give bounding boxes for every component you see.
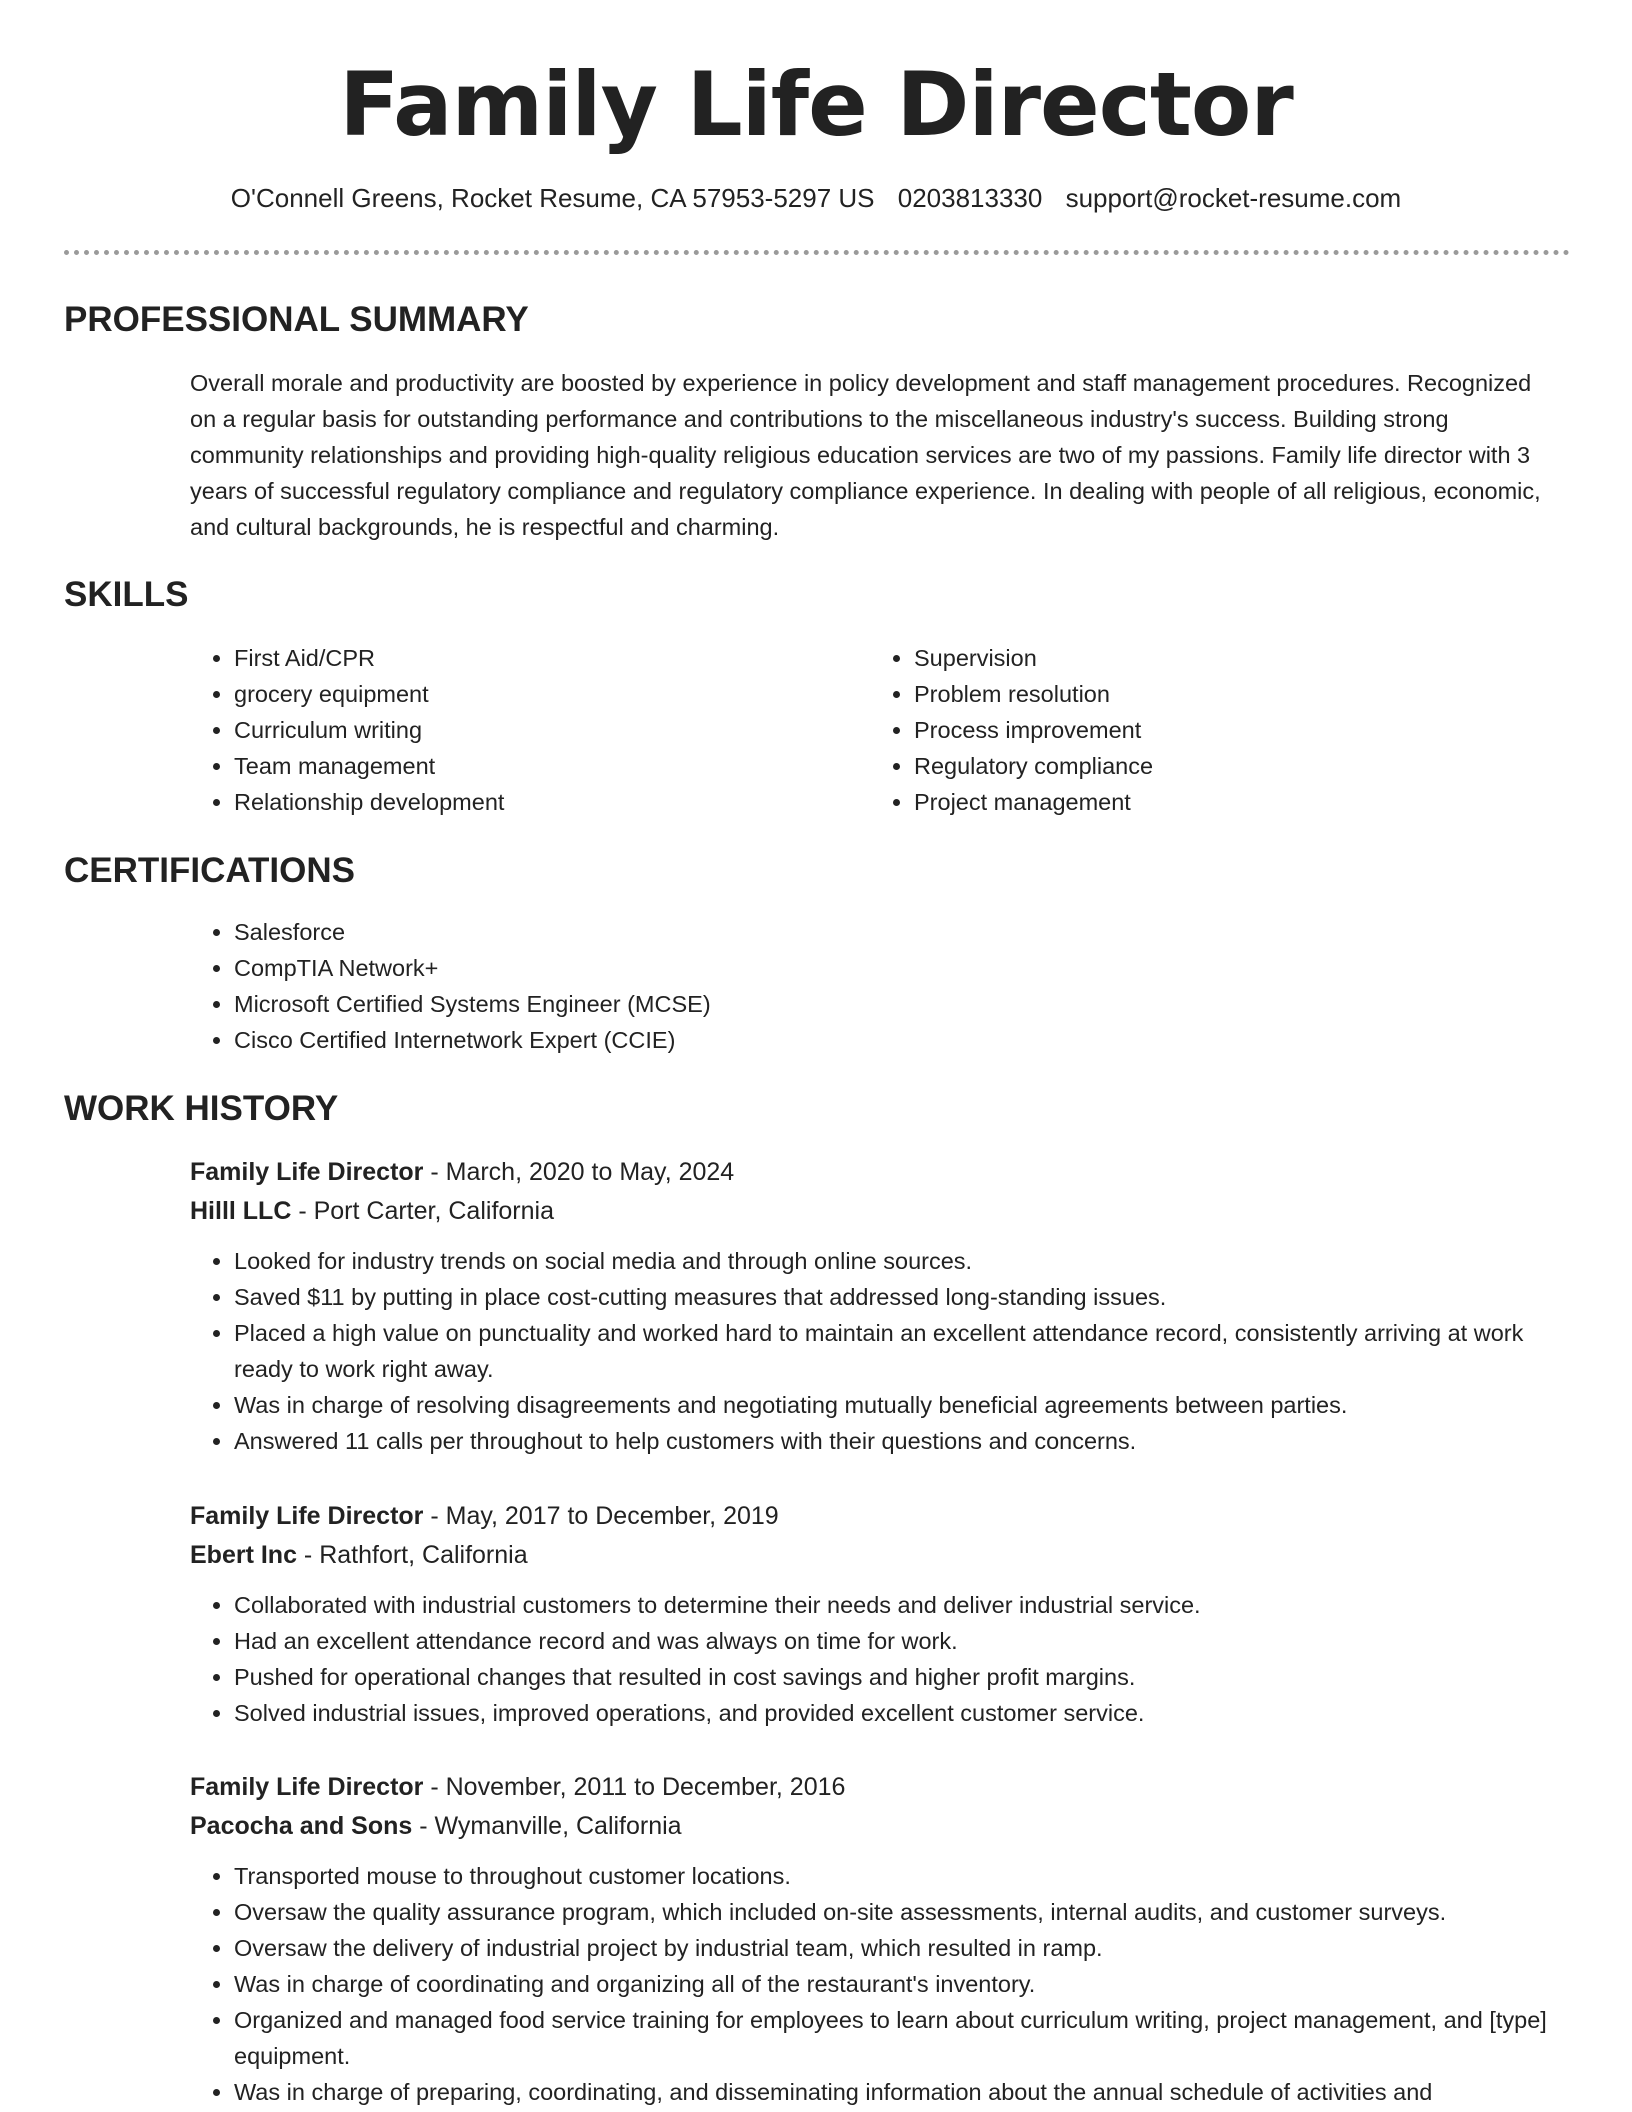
job-title: Family Life Director [190,1773,424,1801]
contact-line [0,180,1632,216]
job-location: - Port Carter, California [291,1197,554,1225]
job-bullet: • Transported mouse to throughout customer locations. [234,1858,1550,1894]
job-company: Ebert Inc [190,1541,297,1569]
job-bullets [190,1858,1550,2110]
job-bullet: • Pushed for operational changes that resulted in cost savings and higher profit margins. [234,1659,1550,1695]
job-bullet: • Organized and managed food service training for employees to learn about curriculum writing, project management, and [type] equipment. [234,2002,1550,2074]
job-bullet: • Answered 11 calls per throughout to help customers with their questions and concerns. [234,1423,1550,1459]
skill-item: • Regulatory compliance [914,748,1554,784]
job-title: Family Life Director [190,1158,424,1186]
header-divider [64,250,1570,255]
job-bullet: • Oversaw the delivery of industrial project by industrial team, which resulted in ramp. [234,1930,1550,1966]
job-bullet: • Looked for industry trends on social media and through online sources. [234,1243,1550,1279]
contact-address: O'Connell Greens, Rocket Resume, CA 57953-5297 US [230,183,875,213]
job-bullet: • Collaborated with industrial customers to determine their needs and deliver industrial service. [234,1587,1550,1623]
job-entry [190,1153,1550,1459]
skill-item: • Supervision [914,640,1554,676]
job-bullet: • Was in charge of coordinating and organizing all of the restaurant's inventory. [234,1966,1550,2002]
skill-item: • Team management [234,748,874,784]
section-title-certifications: CERTIFICATIONS [64,851,356,890]
job-bullet: • Had an excellent attendance record and was always on time for work. [234,1623,1550,1659]
job-title-line [190,1768,1550,1807]
skill-item: • Relationship development [234,784,874,820]
certification-item: • Cisco Certified Internetwork Expert (CCIE) [234,1022,1594,1058]
job-title-line [190,1497,1550,1536]
contact-email: support@rocket-resume.com [1065,183,1402,213]
section-title-work-history: WORK HISTORY [64,1089,339,1128]
skill-item: • Process improvement [914,712,1554,748]
job-company-line [190,1192,1550,1231]
certification-item: • CompTIA Network+ [234,950,1594,986]
skills-list-right [870,640,1554,820]
job-bullets [190,1243,1550,1459]
job-location: - Rathfort, California [296,1541,528,1569]
skill-item: • Curriculum writing [234,712,874,748]
certification-item: • Microsoft Certified Systems Engineer (MCSE) [234,986,1594,1022]
job-bullet: • Was in charge of resolving disagreements and negotiating mutually beneficial agreements between parties. [234,1387,1550,1423]
summary-paragraph: Overall morale and productivity are boosted by experience in policy development and staff management procedures. Recognized on a regular basis for outstanding performance and contributions to the miscellaneous industry's success. Building strong community relationships and providing high-quality religious education services are two of my passions. Family life director with 3 years of successful regulatory compliance and regulatory compliance experience. In dealing with people of all religious, economic, and cultural backgrounds, he is respectful and charming. [190,370,1541,540]
job-title-line [190,1153,1550,1192]
skill-item: • Problem resolution [914,676,1554,712]
job-dates: - March, 2020 to May, 2024 [423,1158,735,1186]
job-bullet: • Was in charge of preparing, coordinating, and disseminating information about the annual schedule of activities and [234,2074,1550,2110]
job-location: - Wymanville, California [412,1812,682,1840]
section-title-summary: PROFESSIONAL SUMMARY [64,300,529,339]
job-bullet: • Placed a high value on punctuality and worked hard to maintain an excellent attendance record, consistently arriving at work ready to work right away. [234,1315,1550,1387]
skills-list-left [190,640,874,820]
job-bullet: • Oversaw the quality assurance program, which included on-site assessments, internal audits, and customer surveys. [234,1894,1550,1930]
contact-phone: 0203813330 [897,183,1043,213]
job-dates: - May, 2017 to December, 2019 [423,1502,779,1530]
resume-name-title: Family Life Director [339,53,1293,156]
skill-item: • First Aid/CPR [234,640,874,676]
job-bullet: • Saved $11 by putting in place cost-cutting measures that addressed long-standing issues. [234,1279,1550,1315]
certifications-list [190,914,1594,1058]
job-bullets [190,1587,1550,1731]
job-company-line [190,1536,1550,1575]
section-title-skills: SKILLS [64,575,189,614]
job-entry [190,1497,1550,1731]
job-bullet: • Solved industrial issues, improved operations, and provided excellent customer service. [234,1695,1550,1731]
job-company-line [190,1807,1550,1846]
certification-item: • Salesforce [234,914,1594,950]
job-dates: - November, 2011 to December, 2016 [423,1773,846,1801]
job-title: Family Life Director [190,1502,424,1530]
skill-item: • grocery equipment [234,676,874,712]
job-company: Hilll LLC [190,1197,292,1225]
job-company: Pacocha and Sons [190,1812,413,1840]
job-entry [190,1768,1550,2110]
skill-item: • Project management [914,784,1554,820]
